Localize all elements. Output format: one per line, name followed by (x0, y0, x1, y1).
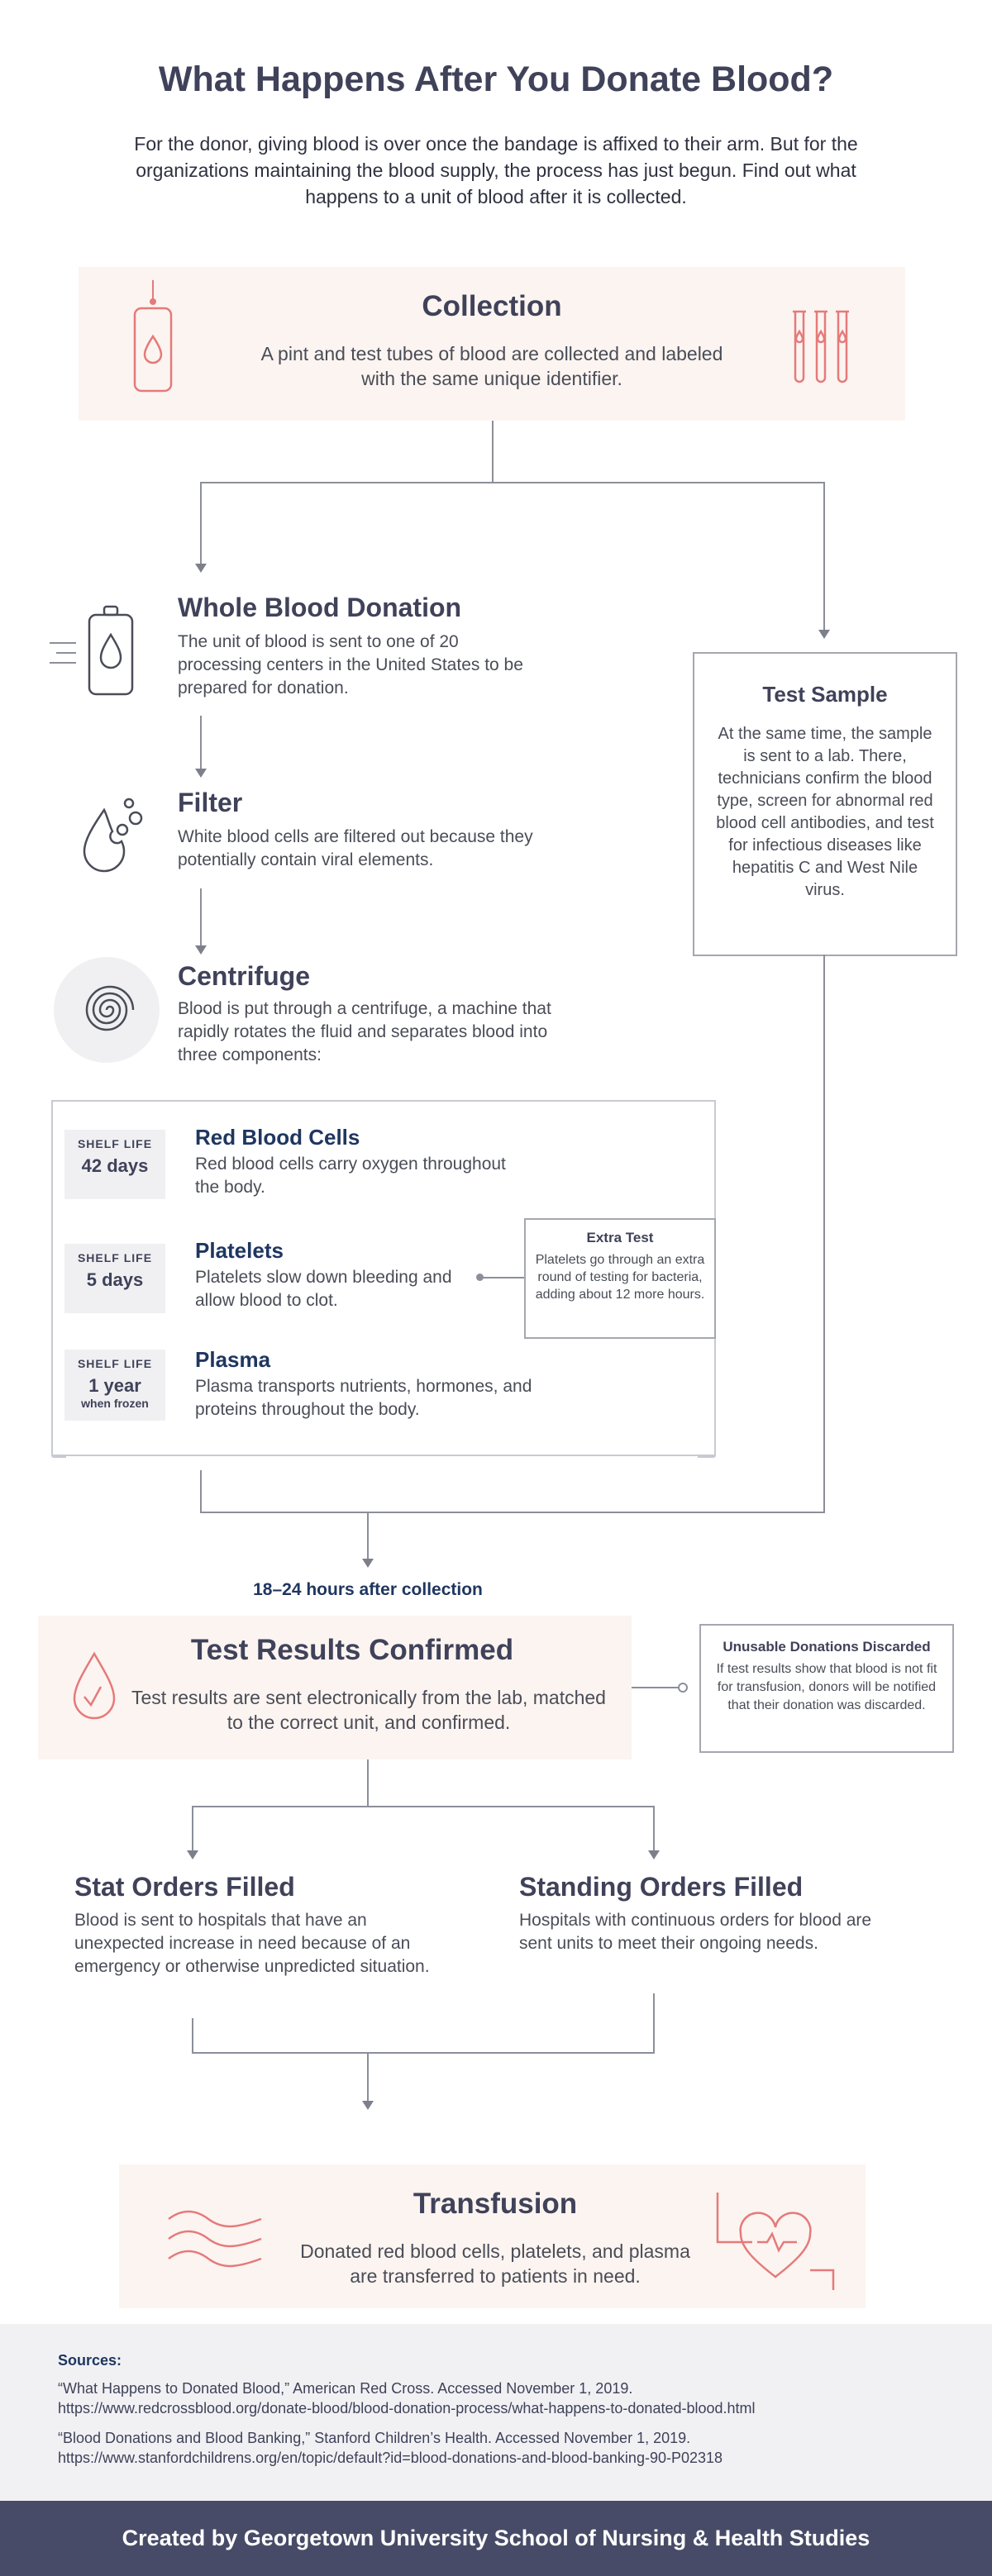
transfusion-text: Donated red blood cells, platelets, and plasma are transferred to patients in need. (300, 2240, 690, 2287)
connector (192, 1806, 655, 1807)
source-link[interactable]: https://www.stanfordchildrens.org/en/topic/default?id=blood-donations-and-blood-banking-90-P02318 (58, 2450, 723, 2466)
connector (653, 1806, 655, 1851)
filter-title: Filter (178, 788, 243, 817)
arrow-down (648, 1850, 660, 1859)
stat-orders-title: Stat Orders Filled (74, 1872, 295, 1902)
whole-blood-text: The unit of blood is sent to one of 20 processing centers in the United States to be prepared for donation. (178, 632, 523, 698)
collection-text: A pint and test tubes of blood are collected and labeled with the same unique identifier. (260, 343, 723, 389)
connector (823, 955, 825, 1512)
sources-section (0, 2324, 992, 2501)
connector (200, 482, 202, 564)
connector-dot (476, 1274, 484, 1281)
connector (200, 716, 202, 769)
arrow-down (187, 1850, 198, 1859)
test-tubes-icon (780, 307, 862, 389)
connector (492, 421, 494, 483)
component-text: Plasma transports nutrients, hormones, and proteins throughout the body. (195, 1377, 532, 1419)
connector (192, 2052, 655, 2054)
unusable-box (699, 1624, 954, 1753)
extra-test-title: Extra Test (586, 1230, 654, 1245)
shelf-life-badge: SHELF LIFE 42 days (64, 1130, 165, 1199)
centrifuge-title: Centrifuge (178, 961, 310, 991)
test-sample-text: At the same time, the sample is sent to a lab. There, technicians confirm the blood type, screen for abnormal red blood cell antibodies, and test for infectious diseases like hepatitis C and West Nile virus. (716, 725, 934, 899)
timing-label: 18–24 hours after collection (253, 1580, 483, 1599)
connector (200, 888, 202, 946)
footer-text: Created by Georgetown University School of Nursing & Health Studies (122, 2526, 870, 2550)
component-text: Platelets slow down bleeding and allow blood to clot. (195, 1268, 452, 1310)
sources-heading: Sources: (58, 2352, 122, 2369)
connector (367, 1759, 369, 1807)
standing-orders-title: Standing Orders Filled (519, 1872, 804, 1902)
filter-text: White blood cells are filtered out because they potentially contain viral elements. (178, 827, 533, 869)
test-results-box (38, 1616, 632, 1759)
source-link[interactable]: https://www.redcrossblood.org/donate-blood/blood-donation-process/what-happens-to-donated-blood.html (58, 2400, 756, 2416)
waves-icon (165, 2207, 265, 2274)
collection-box (79, 267, 905, 421)
centrifuge-text: Blood is put through a centrifuge, a machine that rapidly rotates the fluid and separates blood into three components: (178, 999, 551, 1064)
source-citation: “Blood Donations and Blood Banking,” Stanford Children’s Health. Accessed November 1, 2019. (58, 2430, 691, 2446)
component-title-plasma: Plasma (195, 1347, 271, 1372)
centrifuge-icon (52, 955, 161, 1064)
test-sample-title: Test Sample (762, 682, 888, 707)
arrow-down (818, 630, 830, 639)
blood-bag-icon (128, 279, 178, 402)
extra-test-text: Platelets go through an extra round of testing for bacteria, adding about 12 more hours. (535, 1253, 705, 1302)
connector (200, 1512, 825, 1513)
unusable-text: If test results show that blood is not fit for transfusion, donors will be notified that their donation was discarded. (716, 1662, 937, 1712)
component-title-platelets: Platelets (195, 1238, 284, 1263)
page-title: What Happens After You Donate Blood? (158, 60, 834, 99)
shelf-life-badge: SHELF LIFE 1 year when frozen (64, 1350, 165, 1421)
intro-text: For the donor, giving blood is over once the bandage is affixed to their arm. But for the organizations maintaining the blood supply, the process has just begun. Find out what happens to a unit of blood after it is collected. (134, 133, 858, 207)
connector (632, 1687, 681, 1688)
connector (367, 2052, 369, 2102)
bracket-corner (51, 1446, 716, 1456)
standing-orders-text: Hospitals with continuous orders for blood are sent units to meet their ongoing needs. (519, 1911, 872, 1953)
arrow-down (195, 945, 207, 955)
blood-bag-icon (48, 602, 155, 701)
connector (367, 1512, 369, 1559)
bracket-corner (51, 1100, 716, 1110)
bracket-side (51, 1100, 53, 1455)
connector (479, 1277, 524, 1278)
arrow-down (195, 769, 207, 778)
unusable-title: Unusable Donations Discarded (723, 1639, 931, 1655)
droplet-filter-icon (74, 783, 157, 883)
connector (200, 1470, 202, 1512)
arrow-down (362, 2101, 374, 2110)
transfusion-title: Transfusion (413, 2188, 578, 2220)
collection-title: Collection (422, 290, 562, 322)
component-text: Red blood cells carry oxygen throughout the body. (195, 1155, 506, 1197)
connector (192, 1806, 193, 1851)
checkmark-drop-icon (68, 1649, 121, 1723)
component-title-red-blood-cells: Red Blood Cells (195, 1125, 360, 1150)
arrow-down (362, 1559, 374, 1568)
connector (192, 2018, 193, 2053)
connector-dot (678, 1683, 688, 1693)
test-results-title: Test Results Confirmed (190, 1634, 514, 1666)
heartbeat-heart-icon (709, 2188, 842, 2295)
stat-orders-text: Blood is sent to hospitals that have an unexpected increase in need because of an emergency or otherwise unpredicted situation. (74, 1911, 430, 1976)
whole-blood-title: Whole Blood Donation (178, 593, 462, 622)
transfusion-box (119, 2164, 866, 2308)
footer-credit (0, 2501, 992, 2576)
connector (200, 482, 825, 483)
shelf-life-badge: SHELF LIFE 5 days (64, 1244, 165, 1313)
extra-test-box (524, 1218, 716, 1339)
connector (823, 482, 825, 631)
test-results-text: Test results are sent electronically from the lab, matched to the correct unit, and confirmed. (131, 1687, 606, 1733)
test-sample-box (693, 652, 957, 956)
source-citation: “What Happens to Donated Blood,” American Red Cross. Accessed November 1, 2019. (58, 2380, 633, 2397)
arrow-down (195, 564, 207, 573)
connector (653, 1993, 655, 2053)
